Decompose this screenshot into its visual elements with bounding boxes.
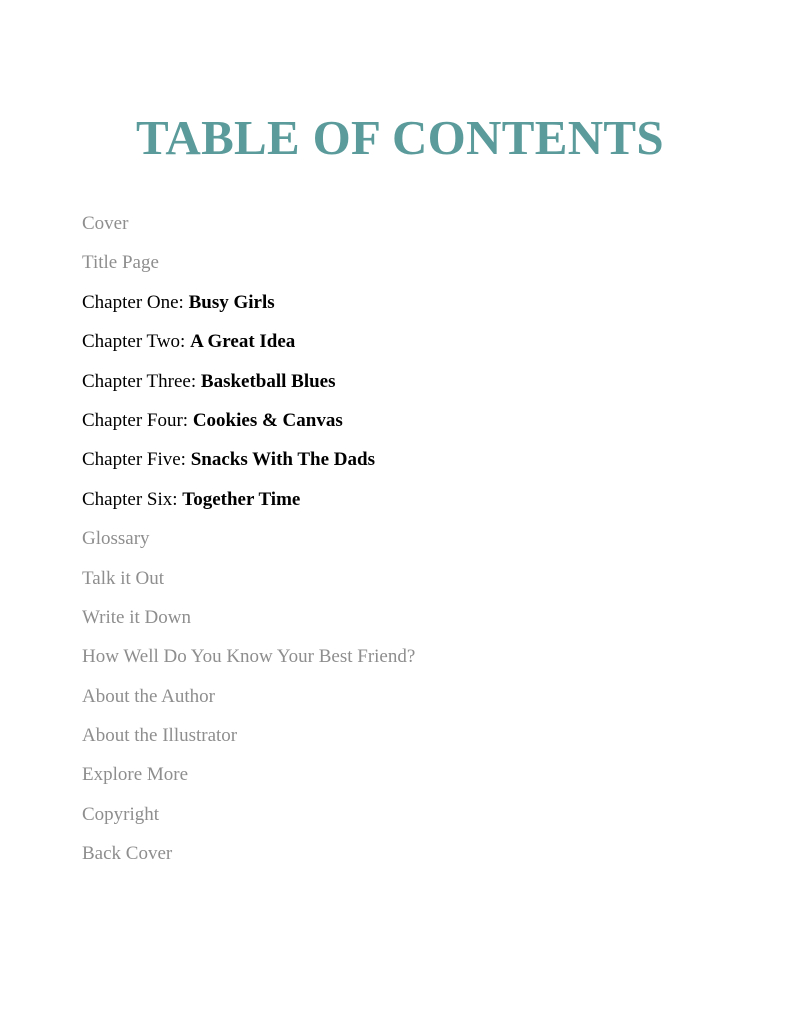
chapter-title: Busy Girls: [188, 291, 275, 313]
toc-entry-label: Back Cover: [82, 843, 173, 865]
chapter-number-label: Chapter Five:: [82, 449, 191, 471]
toc-entry-label: Glossary: [82, 528, 150, 550]
toc-entry-chapter-two[interactable]: [82, 327, 415, 366]
toc-entry-label: How Well Do You Know Your Best Friend?: [82, 646, 416, 668]
toc-entry-label: Cover: [82, 213, 129, 234]
toc-entry-chapter-one[interactable]: [82, 288, 415, 327]
chapter-number-label: Chapter Six:: [82, 488, 183, 510]
chapter-number-label: Chapter Three:: [82, 370, 201, 392]
chapter-title: A Great Idea: [190, 331, 296, 353]
toc-entry-cover[interactable]: [82, 209, 415, 248]
chapter-title: Snacks With The Dads: [190, 449, 375, 471]
chapter-title: Cookies & Canvas: [192, 409, 343, 431]
toc-entry-about-author[interactable]: [82, 682, 415, 721]
toc-entry-copyright[interactable]: [82, 800, 415, 839]
toc-entry-label: Title Page: [82, 252, 159, 274]
toc-entry-explore-more[interactable]: [82, 760, 415, 799]
chapter-number-label: Chapter Four:: [82, 409, 193, 431]
toc-entry-label: Talk it Out: [82, 567, 165, 589]
chapter-number-label: Chapter Two:: [82, 331, 191, 353]
toc-entry-chapter-six[interactable]: [82, 485, 415, 524]
toc-entry-back-cover[interactable]: [82, 839, 415, 878]
page-title: TABLE OF CONTENTS: [136, 110, 664, 165]
toc-list: [82, 209, 415, 879]
toc-entry-label: Copyright: [82, 803, 160, 825]
toc-entry-write-it-down[interactable]: [82, 603, 415, 642]
toc-entry-about-illustrator[interactable]: [82, 721, 415, 760]
toc-entry-chapter-three[interactable]: [82, 367, 415, 406]
toc-entry-label: Write it Down: [82, 606, 191, 628]
toc-entry-talk-it-out[interactable]: [82, 564, 415, 603]
chapter-title: Together Time: [182, 488, 301, 510]
toc-entry-title-page[interactable]: [82, 248, 415, 287]
toc-entry-chapter-five[interactable]: [82, 445, 415, 484]
toc-entry-glossary[interactable]: [82, 524, 415, 563]
toc-entry-label: Explore More: [82, 764, 189, 786]
toc-entry-chapter-four[interactable]: [82, 406, 415, 445]
chapter-title: Basketball Blues: [200, 370, 336, 392]
toc-entry-best-friend-quiz[interactable]: [82, 642, 415, 681]
toc-entry-label: About the Author: [82, 685, 215, 707]
chapter-number-label: Chapter One:: [82, 291, 189, 313]
toc-entry-label: About the Illustrator: [82, 725, 238, 747]
